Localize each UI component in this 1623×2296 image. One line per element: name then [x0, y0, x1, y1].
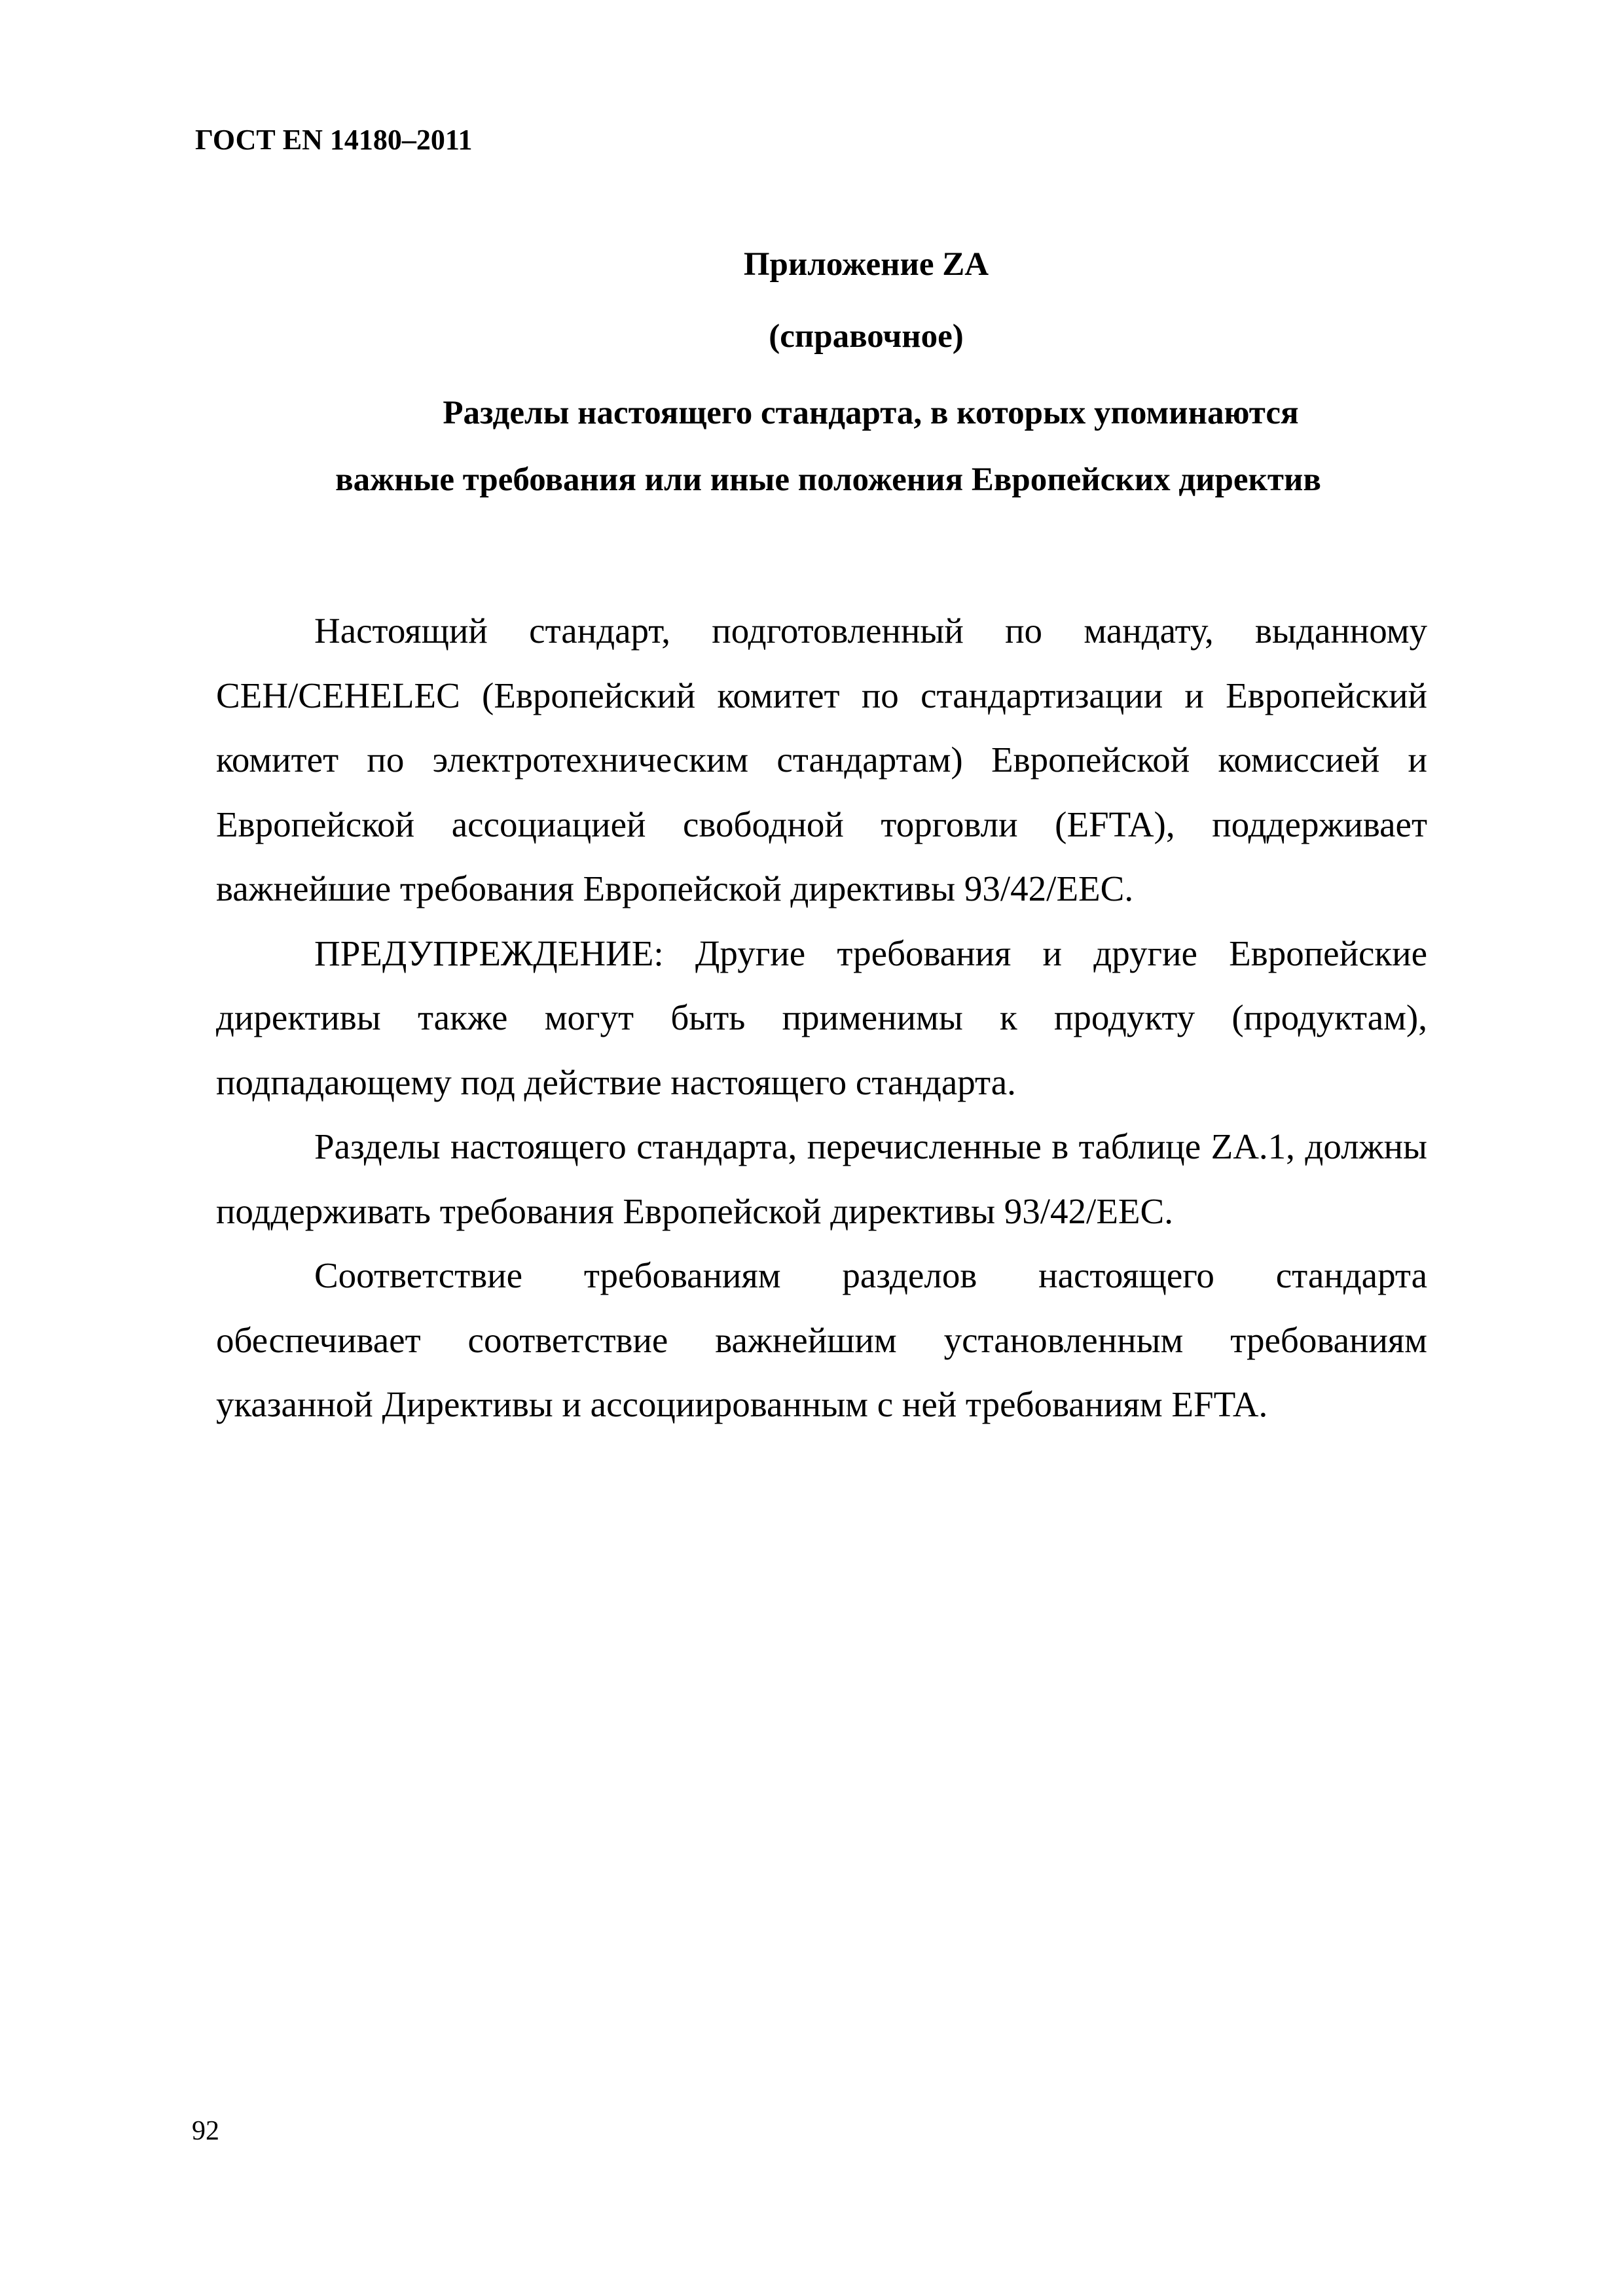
annex-heading-line-2: важные требования или иные положения Европейских директив: [335, 461, 1321, 498]
paragraph-mandate: Настоящий стандарт, подготовленный по мандату, выданному CEH/CEHELEC (Европейский комитет по стандартизации и Европейский комитет по электротехническим стандартам) Европейской комиссией и Европейской ассоциацией свободной торговли (EFTA), поддерживает важнейшие требования Европейской директивы 93/42/EEC.: [216, 611, 1427, 908]
annex-title: Приложение ZA: [743, 246, 989, 283]
paragraph-warning: ПРЕДУПРЕЖДЕНИЕ: Другие требования и другие Европейские директивы также могут быть применимы к продукту (продуктам), подпадающему под действие настоящего стандарта.: [216, 933, 1427, 1102]
paragraph-conformity: Соответствие требованиям разделов настоящего стандарта обеспечивает соответствие важнейшим установленным требованиям указанной Директивы и ассоциированным с ней требованиям EFTA.: [216, 1255, 1427, 1424]
body-text: [216, 599, 1427, 1437]
page-number: 92: [192, 2116, 219, 2146]
paragraph-sections: Разделы настоящего стандарта, перечисленные в таблице ZA.1, должны поддерживать требования Европейской директивы 93/42/EEC.: [216, 1126, 1427, 1231]
document-id: ГОСТ EN 14180–2011: [195, 124, 473, 156]
annex-status: (справочное): [769, 318, 964, 355]
annex-heading-line-1: Разделы настоящего стандарта, в которых упоминаются: [443, 395, 1299, 431]
